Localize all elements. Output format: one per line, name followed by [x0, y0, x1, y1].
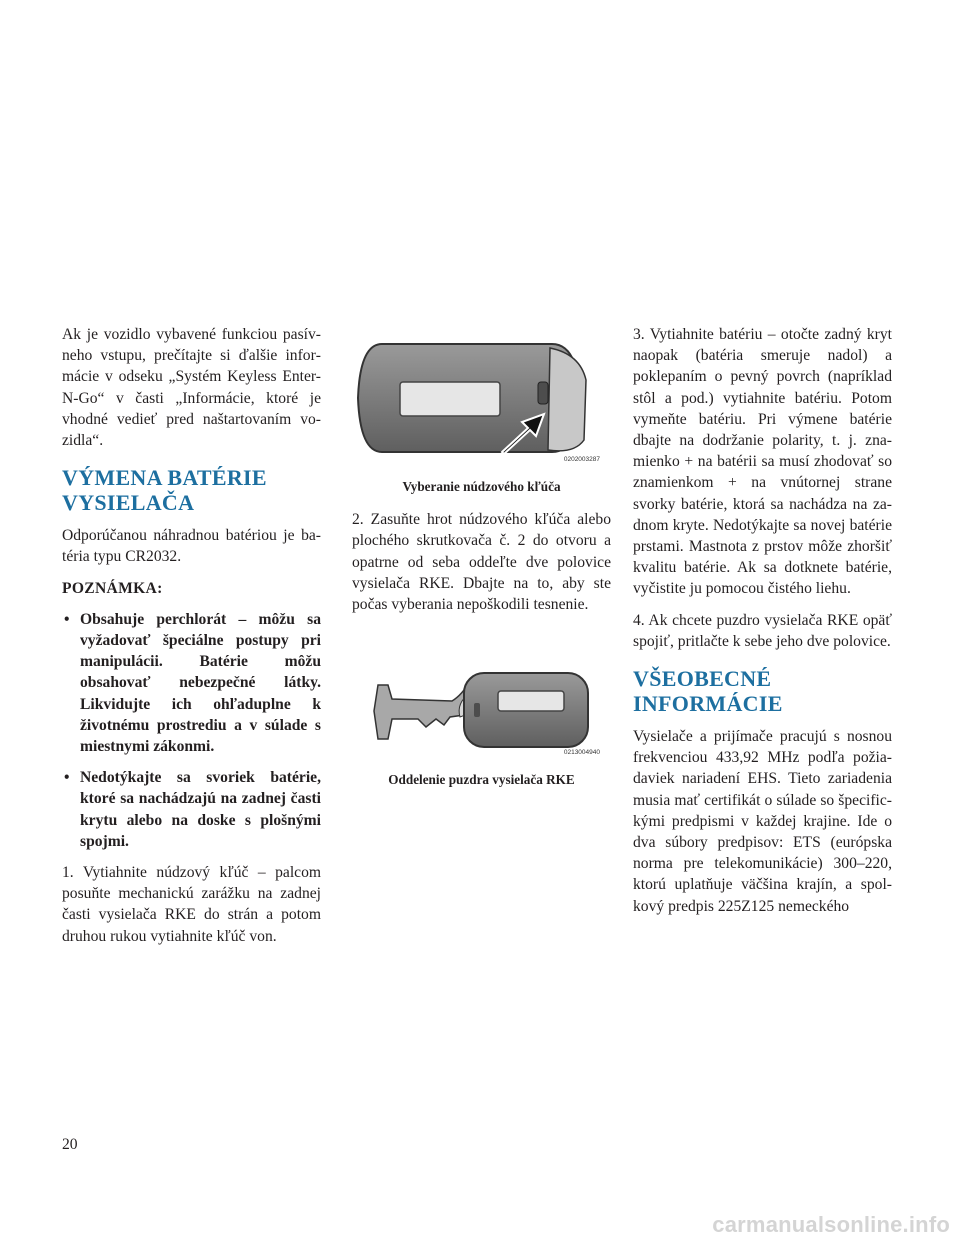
section-heading-general: VŠEOBECNÉ INFORMÁCIE: [633, 666, 783, 717]
step-1-paragraph: 1. Vytiahnite núdzový kľúč – palcom posuňte mechanickú zarážku na zadnej časti vysielača RKE do strán a potom druhou rukou vytiahnite kľúč von.: [62, 864, 321, 945]
figure-emergency-key-removal: [352, 324, 604, 472]
section-heading-battery: VÝMENA BATÉRIE VYSIELAČA: [62, 465, 267, 516]
intro-paragraph: Ak je vozidlo vybavené funkciou pasívneho vstupu, prečítajte si ďalšie informácie v odseku „Systém Keyless Enter-N-Go“ v časti „Informácie, ktoré je vhodné vedieť pred naštartovaním vozidla“.: [62, 326, 321, 450]
battery-paragraph: Odporúčanou náhradnou batériou je batéria typu CR2032.: [62, 527, 321, 566]
figure-case-separation: [352, 655, 604, 765]
column-middle: [352, 324, 611, 802]
figure-code: 0202003287: [563, 455, 600, 463]
page-number: 20: [62, 1136, 78, 1153]
note-list: [62, 609, 321, 852]
figure-code: 0213004940: [563, 749, 600, 757]
step-4-paragraph: 4. Ak chcete puzdro vysielača RKE opäť spojiť, pritlačte k sebe jeho dve polovice.: [633, 611, 892, 650]
note-title: POZNÁMKA:: [62, 579, 163, 597]
note-item: • Obsahuje perchlorát – môžu sa vyžadovať špeciálne postupy pri manipulácii. Batérie môžu obsahovať nebezpečné látky. Likvidujte ich ohľaduplne k životnému prostrediu a v súlade s miestnymi zákonmi.: [62, 609, 321, 757]
general-paragraph: Vysielače a prijímače pracujú s nosnou frekvenciou 433,92 MHz podľa požiadaviek nariadení EHS. Tieto zariadenia musia mať certifikát o súlade so špecifickými predpismi v každej krajine. Ide o dva súbory predpisov: ETS (európska norma pre telekomunikácie) 300–220, ktorú uplatňuje väčšina krajín, a spolkový predpis 225Z125 nemeckého: [633, 728, 892, 915]
watermark-brand: carmanualsonline.info: [712, 1212, 950, 1237]
column-right: [633, 324, 892, 927]
step-2-paragraph: 2. Zasuňte hrot núdzového kľúča alebo plochého skrutkovača č. 2 do otvoru a opatrne od seba oddeľte dve polovice vysielača RKE. Dbajte na to, aby ste počas vyberania nepoškodili tesnenie.: [352, 511, 611, 614]
figure-caption: Oddelenie puzdra vysielača RKE: [388, 772, 575, 788]
figure-caption: Vyberanie núdzového kľúča: [402, 479, 561, 494]
note-item: • Nedotýkajte sa svoriek batérie, ktoré sa nachádzajú na zadnej časti krytu alebo na doske s plošnými spojmi.: [62, 767, 321, 852]
step-3-paragraph: 3. Vytiahnite batériu – otočte zadný kryt naopak (batéria smeruje nadol) a poklepaním o pevný povrch (napríklad stôl a pod.) vytiahnite batériu. Potom vymeňte batériu. Pri výmene batérie dbajte na dodržanie polarity, t. j. znamienko + na batérii sa musí zhodovať so znamienkom + na vnútornej strane svorky batérie, ktorá sa nachádza na zadnom kryte. Nedotýkajte sa novej batérie prstami. Mastnota z prstov môže zhoršiť kvalitu batérie. Ak sa dotknete batérie, vyčistite ju pomocou čistého liehu.: [633, 326, 892, 598]
column-left: [62, 324, 321, 957]
